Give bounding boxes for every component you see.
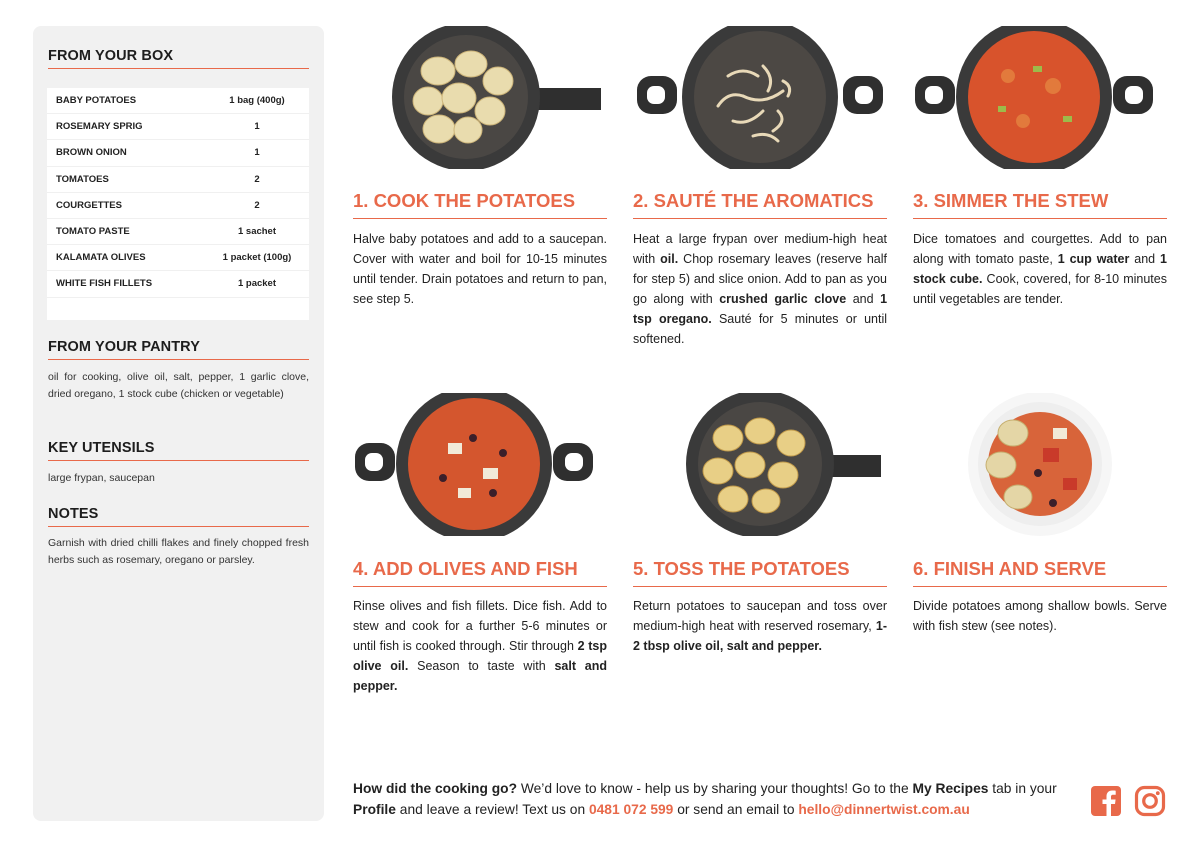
ingredient-quantity: 1 packet (100g) xyxy=(222,252,292,264)
step-6-photo-bowl-serve xyxy=(913,393,1167,536)
ingredient-quantity: 2 xyxy=(254,199,260,211)
box-ingredient-row xyxy=(47,245,309,271)
instagram-icon[interactable] xyxy=(1134,785,1166,817)
notes-heading: NOTES xyxy=(48,506,309,527)
contact-link[interactable]: 0481 072 599 xyxy=(588,802,674,817)
step-2-text xyxy=(633,229,887,349)
box-ingredient-row xyxy=(47,271,309,297)
box-ingredient-row xyxy=(47,193,309,219)
step-text-bold: 1-2 tbsp olive oil, salt and pepper. xyxy=(633,619,887,653)
step-text-bold: oil. xyxy=(660,252,679,266)
step-6-title: 6. FINISH AND SERVE xyxy=(913,558,1167,587)
facebook-icon[interactable] xyxy=(1090,785,1122,817)
ingredient-quantity: 1 sachet xyxy=(237,226,277,238)
ingredient-name: KALAMATA OLIVES xyxy=(56,252,146,264)
box-ingredient-row xyxy=(47,167,309,193)
ingredient-name: BABY POTATOES xyxy=(56,95,137,107)
footer-text-segment: Profile xyxy=(353,802,396,817)
step-text-bold: 2 tsp olive oil. xyxy=(353,639,607,673)
ingredient-name: BROWN ONION xyxy=(56,147,127,159)
ingredient-quantity: 1 bag (400g) xyxy=(229,95,285,107)
box-ingredient-row xyxy=(47,219,309,245)
step-text-segment: Cook, covered, for 8-10 minutes until vegetables are tender. xyxy=(913,272,1167,306)
pantry-heading: FROM YOUR PANTRY xyxy=(48,339,309,360)
contact-link[interactable]: hello@dinnertwist.com.au xyxy=(798,802,970,817)
step-text-segment: Divide potatoes among shallow bowls. Serve with fish stew (see notes). xyxy=(913,599,1167,633)
footer-text-segment: or send an email to xyxy=(673,802,799,817)
step-text-segment: Halve baby potatoes and add to a saucepan. Cover with water and boil for 10-15 minutes until tender. Drain potatoes and return to pan, see step 5. xyxy=(353,232,607,306)
step-text-bold: 1 tsp oregano. xyxy=(633,292,888,326)
footer-text-segment: We’d love to know - help us by sharing your thoughts! Go to the xyxy=(517,781,913,796)
step-text-segment: Sauté for 5 minutes or until softened. xyxy=(633,312,887,346)
step-2-title: 2. SAUTÉ THE AROMATICS xyxy=(633,190,887,219)
ingredient-name: TOMATO PASTE xyxy=(56,226,130,238)
step-text-segment: Heat a large frypan over medium-high heat with xyxy=(633,232,887,266)
step-text-segment: Chop rosemary leaves (reserve half for step 5) and slice onion. Add to pan as you go along with xyxy=(633,252,887,306)
footer-text-segment: and leave a review! Text us on xyxy=(395,802,589,817)
utensils-heading: KEY UTENSILS xyxy=(48,440,309,461)
ingredient-name: ROSEMARY SPRIG xyxy=(56,121,143,133)
step-text-bold: 1 stock cube. xyxy=(913,252,1167,286)
box-ingredient-row xyxy=(47,114,309,140)
footer-text-segment: How did the cooking go? xyxy=(353,781,518,796)
step-4-text xyxy=(353,596,607,696)
step-1-title: 1. COOK THE POTATOES xyxy=(353,190,607,219)
step-5-text xyxy=(633,596,887,656)
box-ingredient-row xyxy=(47,140,309,166)
utensils-text: large frypan, saucepan xyxy=(48,472,155,484)
step-text-segment: and xyxy=(846,292,881,306)
step-1-photo-pot-potatoes xyxy=(353,26,607,169)
step-3-title: 3. SIMMER THE STEW xyxy=(913,190,1167,219)
box-ingredient-row xyxy=(47,88,309,114)
step-2-photo-frypan-onions xyxy=(633,26,887,169)
feedback-footer xyxy=(353,778,1073,820)
step-5-photo-pot-roasted-potatoes xyxy=(633,393,887,536)
step-1-text xyxy=(353,229,607,309)
step-text-bold: salt and pepper. xyxy=(353,659,608,693)
footer-text-segment: My Recipes xyxy=(912,781,989,796)
step-4-title: 4. ADD OLIVES AND FISH xyxy=(353,558,607,587)
step-3-photo-frypan-stew xyxy=(913,26,1167,169)
step-text-segment: Season to taste with xyxy=(408,659,555,673)
ingredient-quantity: 1 packet xyxy=(237,278,277,290)
step-text-bold: crushed garlic clove xyxy=(719,292,847,306)
ingredient-quantity: 1 xyxy=(254,147,260,159)
notes-text: Garnish with dried chilli flakes and finely chopped fresh herbs such as rosemary, oregano or parsley. xyxy=(48,537,309,566)
step-4-photo-frypan-fish xyxy=(353,393,607,536)
step-text-segment: Return potatoes to saucepan and toss over medium-high heat with reserved rosemary, xyxy=(633,599,887,633)
ingredient-name: TOMATOES xyxy=(56,173,109,185)
step-3-text xyxy=(913,229,1167,309)
step-text-segment: and xyxy=(1129,252,1161,266)
ingredient-name: WHITE FISH FILLETS xyxy=(56,278,153,290)
ingredients-sidebar xyxy=(33,26,324,821)
step-6-text xyxy=(913,596,1167,636)
box-ingredients-table xyxy=(47,88,309,320)
ingredient-name: COURGETTES xyxy=(56,199,122,211)
step-text-segment: Rinse olives and fish fillets. Dice fish. Add to stew and cook for a further 5-6 minutes or until fish is cooked through. Stir through xyxy=(353,599,607,653)
step-5-title: 5. TOSS THE POTATOES xyxy=(633,558,887,587)
pantry-text: oil for cooking, olive oil, salt, pepper, 1 garlic clove, dried oregano, 1 stock cube (chicken or vegetable) xyxy=(48,371,309,400)
ingredient-quantity: 2 xyxy=(254,173,260,185)
box-heading: FROM YOUR BOX xyxy=(48,48,309,69)
step-text-segment: Dice tomatoes and courgettes. Add to pan along with tomato paste, xyxy=(913,232,1167,266)
ingredient-quantity: 1 xyxy=(254,121,260,133)
step-text-bold: 1 cup water xyxy=(1057,252,1130,266)
footer-text-segment: tab in your xyxy=(988,781,1057,796)
